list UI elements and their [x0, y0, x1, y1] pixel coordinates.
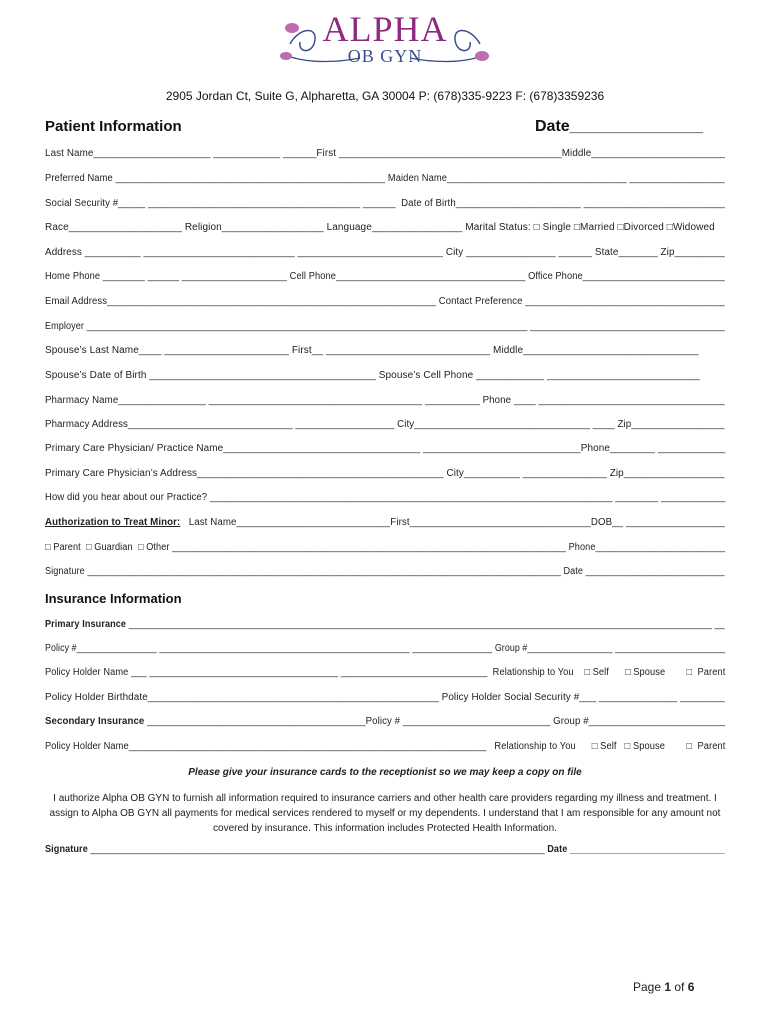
- primary-insurance-line[interactable]: _________________________________________________________________________________________________________________ __: [126, 619, 725, 630]
- holder-birthdate-row[interactable]: Policy Holder Birthdate____________________________________________________ Policy Holder Social Security #___ ______________ ________: [45, 692, 725, 703]
- secondary-insurance-label: Secondary Insurance: [45, 716, 145, 727]
- logo-subtitle: OB GYN: [347, 46, 423, 66]
- patient-info-heading: Patient Information: [45, 118, 182, 135]
- address-row[interactable]: Address __________ ___________________________ __________________________ City ________________ ______ State_______ Zip_________: [45, 247, 725, 258]
- clinic-logo: [270, 6, 500, 70]
- minor-authorization-heading: Authorization to Treat Minor:: [45, 517, 181, 528]
- secondary-insurance-line[interactable]: ________________________________________Policy # ___________________________ Group #_________________________: [144, 716, 726, 727]
- pharmacy-name-row[interactable]: Pharmacy Name________________ _______________________________________ __________ Phone ____ __________________________________: [45, 395, 725, 406]
- page-total: 6: [687, 980, 695, 994]
- secondary-insurance-row[interactable]: [45, 716, 725, 727]
- primary-care-row[interactable]: Primary Care Physician/ Practice Name___________________________________ ____________________________Phone________ ____________: [45, 443, 726, 454]
- page-current: 1: [664, 980, 672, 994]
- authorization-paragraph: I authorize Alpha OB GYN to furnish all information required to insurance carriers and other health care providers regarding my illness and treatment. I assign to Alpha OB GYN all payments for medical services rendered to myself or my dependents. I understand that I am responsible for any amount not covered by insurance. This information includes Protected Health Information.: [49, 793, 721, 834]
- page-prefix: Page: [633, 980, 665, 994]
- final-signature-label: Signature: [45, 844, 88, 855]
- insurance-info-heading: Insurance Information: [45, 591, 182, 606]
- email-row[interactable]: Email Address_____________________________________________________________ Contact Preference _____________________________________: [45, 296, 725, 307]
- employer-row[interactable]: Employer ______________________________________________________________________________________ ______________________________________: [45, 321, 725, 332]
- referral-source-row[interactable]: How did you hear about our Practice? ___________________________________________________________________________ ________ ____________: [45, 492, 726, 503]
- minor-fields[interactable]: Last Name____________________________First_________________________________DOB__ __________________: [180, 517, 725, 528]
- date-field[interactable]: Date_______________: [535, 118, 704, 135]
- policy-holder-row[interactable]: Policy Holder Name ___ ____________________________________ ____________________________ Relationship to You □ Self □ Spouse □ Parent: [45, 667, 726, 678]
- preferred-name-row[interactable]: Preferred Name ___________________________________________________ Maiden Name__________________________________ __________________: [45, 173, 725, 184]
- clinic-address: 2905 Jordan Ct, Suite G, Alpharetta, GA 30004 P: (678)335-9223 F: (678)3359236: [165, 89, 605, 103]
- final-date-field[interactable]: Date ______________________________: [547, 844, 725, 855]
- final-signature-row[interactable]: [45, 844, 725, 855]
- spouse-dob-row[interactable]: Spouse’s Date of Birth ________________________________________ Spouse’s Cell Phone ____________ ___________________________: [45, 370, 700, 381]
- logo-title: ALPHA: [322, 9, 448, 49]
- primary-insurance-row[interactable]: [45, 619, 725, 630]
- final-signature-line[interactable]: ________________________________________________________________________________________: [87, 844, 548, 855]
- primary-insurance-label: Primary Insurance: [45, 619, 127, 630]
- race-marital-row[interactable]: Race____________________ Religion__________________ Language________________ Marital Status: □ Single □Married □Divorced □Widowed: [45, 222, 715, 233]
- page-number: [633, 980, 694, 994]
- insurance-card-notice: Please give your insurance cards to the receptionist so we may keep a copy on file: [188, 767, 582, 778]
- ssn-row[interactable]: Social Security #_____ _______________________________________ ______ Date of Birth_______________________ __________________________: [45, 198, 725, 209]
- spouse-name-row[interactable]: Spouse’s Last Name____ ______________________ First__ _____________________________ Middle_______________________________: [45, 345, 699, 356]
- phone-row[interactable]: Home Phone ________ ______ ____________________ Cell Phone____________________________________ Office Phone___________________________: [45, 271, 725, 282]
- last-name-row[interactable]: Last Name_____________________ ____________ ______First ________________________________________Middle________________________: [45, 148, 726, 159]
- primary-care-address-row[interactable]: Primary Care Physician’s Address____________________________________________ City__________ _______________ Zip__________________: [45, 468, 725, 479]
- minor-authorization-row[interactable]: [45, 517, 725, 528]
- pharmacy-address-row[interactable]: Pharmacy Address______________________________ __________________ City________________________________ ____ Zip_________________: [45, 419, 725, 430]
- guardian-row[interactable]: □ Parent □ Guardian □ Other ____________________________________________________________________________ Phone_________________________: [45, 542, 726, 553]
- page-sep: of: [671, 980, 688, 994]
- signature-row[interactable]: Signature ____________________________________________________________________________________________ Date ___________________________: [45, 566, 725, 577]
- policy-row[interactable]: Policy #________________ __________________________________________________ ________________ Group #_________________ ______________________: [45, 643, 726, 654]
- policy-holder-2-row[interactable]: Policy Holder Name____________________________________________________________________ Relationship to You □ Self □ Spouse □ Parent: [45, 741, 726, 752]
